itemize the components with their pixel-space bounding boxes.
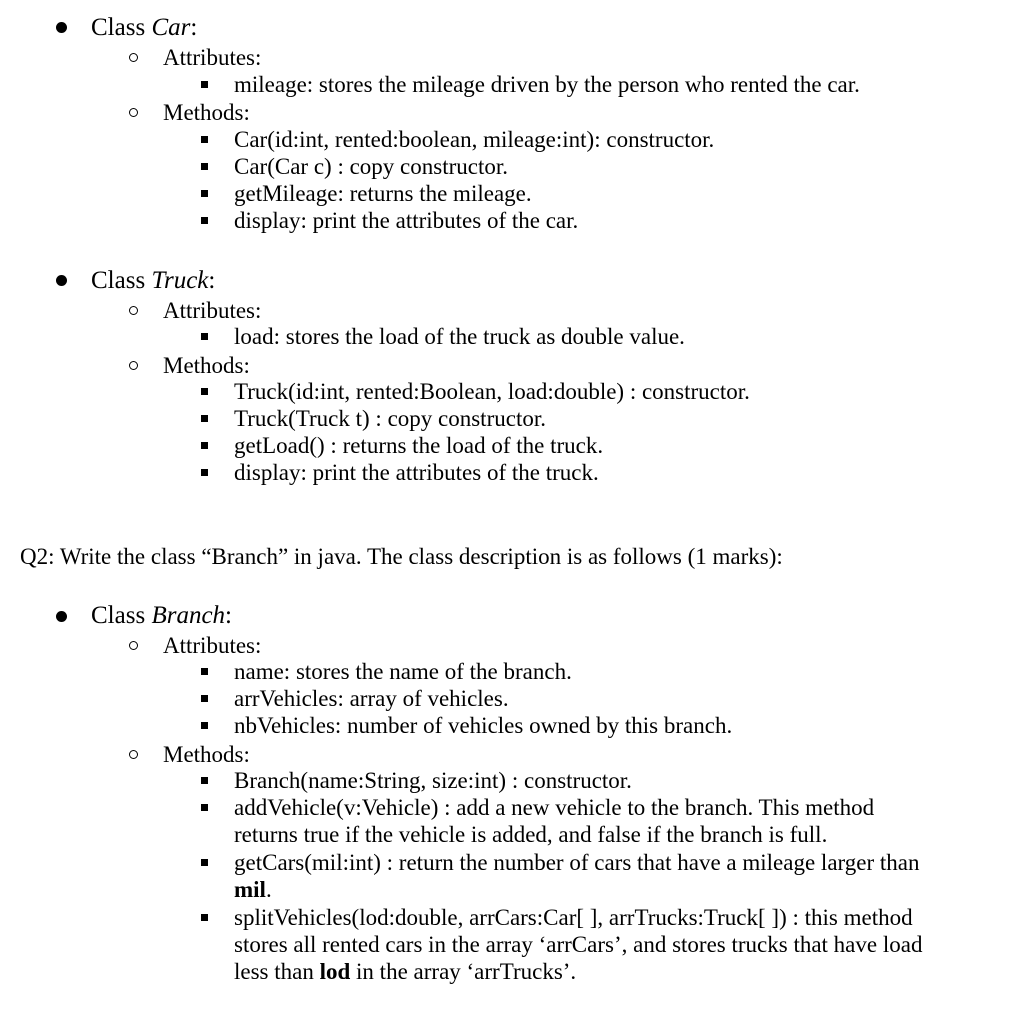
bullet-icon <box>56 611 67 622</box>
square-bullet-icon <box>201 668 208 675</box>
branch-attribute-arrvehicles: arrVehicles: array of vehicles. <box>234 686 509 711</box>
branch-method-constructor: Branch(name:String, size:int) : constructor. <box>234 768 632 793</box>
truck-method-display: display: print the attributes of the truck. <box>234 460 599 485</box>
square-bullet-icon <box>201 333 208 340</box>
class-car-heading: Class Car: <box>91 14 198 41</box>
bold-param-lod: lod <box>319 959 351 984</box>
branch-method-splitvehicles-cont2: less than lod in the array ‘arrTrucks’. <box>234 959 577 984</box>
truck-method-copy-constructor: Truck(Truck t) : copy constructor. <box>234 406 546 431</box>
car-attributes-label: Attributes: <box>163 45 262 70</box>
branch-attribute-name: name: stores the name of the branch. <box>234 659 572 684</box>
square-bullet-icon <box>201 442 208 449</box>
square-bullet-icon <box>201 81 208 88</box>
branch-method-getcars-cont: mil. <box>234 877 272 902</box>
truck-method-constructor: Truck(id:int, rented:Boolean, load:double) : constructor. <box>234 379 750 404</box>
circle-bullet-icon <box>129 306 138 315</box>
square-bullet-icon <box>201 190 208 197</box>
square-bullet-icon <box>201 217 208 224</box>
truck-method-getload: getLoad() : returns the load of the truck. <box>234 433 604 458</box>
square-bullet-icon <box>201 163 208 170</box>
class-name: Car <box>151 14 191 41</box>
branch-attribute-nbvehicles: nbVehicles: number of vehicles owned by this branch. <box>234 713 733 738</box>
branch-method-addvehicle-cont: returns true if the vehicle is added, and false if the branch is full. <box>234 822 828 847</box>
circle-bullet-icon <box>129 641 138 650</box>
branch-method-splitvehicles-cont: stores all rented cars in the array ‘arrCars’, and stores trucks that have load <box>234 932 923 957</box>
circle-bullet-icon <box>129 108 138 117</box>
class-truck-heading: Class Truck: <box>91 267 216 294</box>
branch-method-addvehicle: addVehicle(v:Vehicle) : add a new vehicle to the branch. This method <box>234 795 875 820</box>
car-method-constructor: Car(id:int, rented:boolean, mileage:int): constructor. <box>234 127 715 152</box>
car-method-display: display: print the attributes of the car. <box>234 208 579 233</box>
truck-attributes-label: Attributes: <box>163 298 262 323</box>
branch-methods-label: Methods: <box>163 742 250 767</box>
bullet-icon <box>56 22 67 33</box>
square-bullet-icon <box>201 388 208 395</box>
branch-method-getcars: getCars(mil:int) : return the number of cars that have a mileage larger than <box>234 850 920 875</box>
class-name: Truck <box>151 267 209 294</box>
class-name: Branch <box>151 602 226 629</box>
truck-methods-label: Methods: <box>163 353 250 378</box>
car-method-copy-constructor: Car(Car c) : copy constructor. <box>234 154 508 179</box>
square-bullet-icon <box>201 722 208 729</box>
truck-attribute-load: load: stores the load of the truck as double value. <box>234 324 685 349</box>
square-bullet-icon <box>201 804 208 811</box>
square-bullet-icon <box>201 415 208 422</box>
square-bullet-icon <box>201 859 208 866</box>
class-branch-heading: Class Branch: <box>91 602 232 629</box>
square-bullet-icon <box>201 777 208 784</box>
square-bullet-icon <box>201 914 208 921</box>
circle-bullet-icon <box>129 53 138 62</box>
square-bullet-icon <box>201 136 208 143</box>
circle-bullet-icon <box>129 750 138 759</box>
car-method-getmileage: getMileage: returns the mileage. <box>234 181 532 206</box>
car-attribute-mileage: mileage: stores the mileage driven by the person who rented the car. <box>234 72 860 97</box>
branch-attributes-label: Attributes: <box>163 633 262 658</box>
bullet-icon <box>56 275 67 286</box>
bold-param-mil: mil <box>234 877 266 902</box>
branch-method-splitvehicles: splitVehicles(lod:double, arrCars:Car[ ], arrTrucks:Truck[ ]) : this method <box>234 905 913 930</box>
square-bullet-icon <box>201 469 208 476</box>
car-methods-label: Methods: <box>163 100 250 125</box>
circle-bullet-icon <box>129 361 138 370</box>
square-bullet-icon <box>201 695 208 702</box>
question-text: Q2: Write the class “Branch” in java. The class description is as follows (1 marks): <box>20 544 783 569</box>
